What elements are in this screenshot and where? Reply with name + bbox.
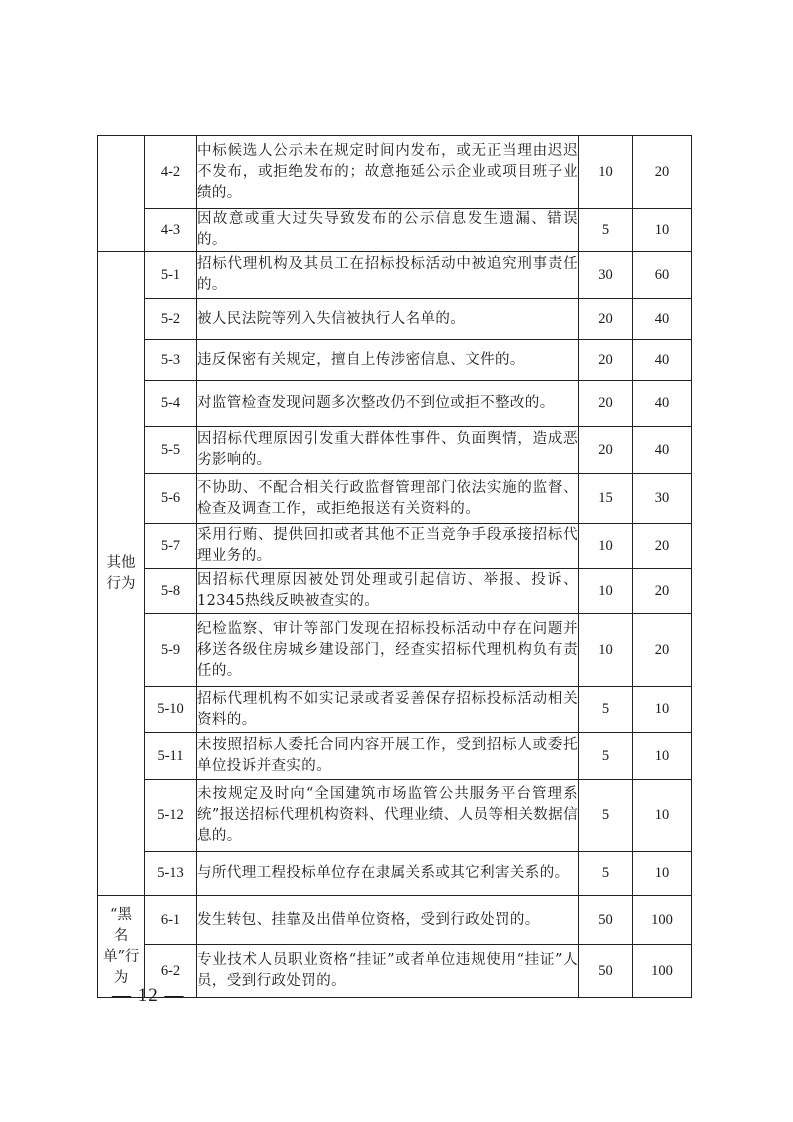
score-max: 20 (633, 614, 692, 687)
score-min: 5 (579, 780, 633, 852)
table-row (98, 136, 692, 209)
score-max: 100 (633, 896, 692, 945)
table-row (98, 381, 692, 427)
category-cell-continued (98, 136, 145, 252)
score-max: 20 (633, 569, 692, 614)
score-min: 50 (579, 945, 633, 998)
item-description: 采用行贿、提供回扣或者其他不正当竞争手段承接招标代理业务的。 (197, 524, 579, 569)
score-max: 10 (633, 852, 692, 896)
item-code: 5-13 (145, 852, 197, 896)
table-row (98, 687, 692, 733)
table-row (98, 340, 692, 381)
item-description: 因招标代理原因被处罚处理或引起信访、举报、投诉、12345热线反映被查实的。 (197, 569, 579, 614)
score-min: 5 (579, 852, 633, 896)
item-code: 5-6 (145, 474, 197, 524)
score-max: 10 (633, 780, 692, 852)
score-max: 10 (633, 209, 692, 252)
category-blacklist-label: “黑名单”行为 (103, 906, 140, 986)
score-min: 5 (579, 209, 633, 252)
table-row (98, 299, 692, 340)
item-code: 4-3 (145, 209, 197, 252)
category-other (98, 252, 145, 896)
table-row (98, 852, 692, 896)
item-description: 未按规定及时向“全国建筑市场监管公共服务平台管理系统”报送招标代理机构资料、代理业绩、人员等相关数据信息的。 (197, 780, 579, 852)
item-code: 5-8 (145, 569, 197, 614)
table-row (98, 427, 692, 474)
score-min: 10 (579, 614, 633, 687)
item-description: 发生转包、挂靠及出借单位资格，受到行政处罚的。 (197, 896, 579, 945)
score-min: 5 (579, 687, 633, 733)
item-description: 专业技术人员职业资格“挂证”或者单位违规使用“挂证”人员，受到行政处罚的。 (197, 945, 579, 998)
score-min: 20 (579, 381, 633, 427)
item-description: 与所代理工程投标单位存在隶属关系或其它利害关系的。 (197, 852, 579, 896)
score-max: 40 (633, 340, 692, 381)
score-max: 40 (633, 427, 692, 474)
score-min: 20 (579, 427, 633, 474)
score-min: 50 (579, 896, 633, 945)
item-code: 5-12 (145, 780, 197, 852)
score-min: 10 (579, 524, 633, 569)
page-number: — 12 — (112, 985, 185, 1006)
item-description: 因招标代理原因引发重大群体性事件、负面舆情，造成恶劣影响的。 (197, 427, 579, 474)
penalty-table (97, 135, 692, 998)
score-max: 10 (633, 687, 692, 733)
item-description: 不协助、不配合相关行政监督管理部门依法实施的监督、检查及调查工作，或拒绝报送有关资料的。 (197, 474, 579, 524)
table-row (98, 209, 692, 252)
item-description: 招标代理机构不如实记录或者妥善保存招标投标活动相关资料的。 (197, 687, 579, 733)
table-row (98, 733, 692, 780)
table-row (98, 896, 692, 945)
item-description: 对监管检查发现问题多次整改仍不到位或拒不整改的。 (197, 381, 579, 427)
category-blacklist (98, 896, 145, 998)
item-code: 5-2 (145, 299, 197, 340)
score-max: 40 (633, 299, 692, 340)
score-max: 100 (633, 945, 692, 998)
item-description: 中标候选人公示未在规定时间内发布，或无正当理由迟迟不发布，或拒绝发布的；故意拖延公示企业或项目班子业绩的。 (197, 136, 579, 209)
score-min: 20 (579, 299, 633, 340)
score-max: 30 (633, 474, 692, 524)
table-row (98, 474, 692, 524)
score-min: 5 (579, 733, 633, 780)
item-code: 5-4 (145, 381, 197, 427)
score-min: 15 (579, 474, 633, 524)
item-description: 未按照招标人委托合同内容开展工作，受到招标人或委托单位投诉并查实的。 (197, 733, 579, 780)
score-max: 60 (633, 252, 692, 299)
item-code: 6-2 (145, 945, 197, 998)
category-other-label: 其他行为 (106, 554, 136, 592)
table-row (98, 780, 692, 852)
score-min: 30 (579, 252, 633, 299)
score-max: 10 (633, 733, 692, 780)
score-max: 20 (633, 524, 692, 569)
table-row (98, 569, 692, 614)
item-code: 5-5 (145, 427, 197, 474)
score-min: 20 (579, 340, 633, 381)
item-description: 因故意或重大过失导致发布的公示信息发生遗漏、错误的。 (197, 209, 579, 252)
item-description: 招标代理机构及其员工在招标投标活动中被追究刑事责任的。 (197, 252, 579, 299)
item-code: 5-11 (145, 733, 197, 780)
item-code: 5-7 (145, 524, 197, 569)
score-min: 10 (579, 136, 633, 209)
score-min: 10 (579, 569, 633, 614)
item-description: 被人民法院等列入失信被执行人名单的。 (197, 299, 579, 340)
score-max: 40 (633, 381, 692, 427)
item-code: 5-9 (145, 614, 197, 687)
table-row (98, 524, 692, 569)
item-code: 5-3 (145, 340, 197, 381)
item-code: 5-10 (145, 687, 197, 733)
table-row (98, 614, 692, 687)
score-max: 20 (633, 136, 692, 209)
item-code: 5-1 (145, 252, 197, 299)
item-code: 4-2 (145, 136, 197, 209)
table-row (98, 945, 692, 998)
item-description: 纪检监察、审计等部门发现在招标投标活动中存在问题并移送各级住房城乡建设部门，经查实招标代理机构负有责任的。 (197, 614, 579, 687)
item-code: 6-1 (145, 896, 197, 945)
item-description: 违反保密有关规定，擅自上传涉密信息、文件的。 (197, 340, 579, 381)
table-row (98, 252, 692, 299)
